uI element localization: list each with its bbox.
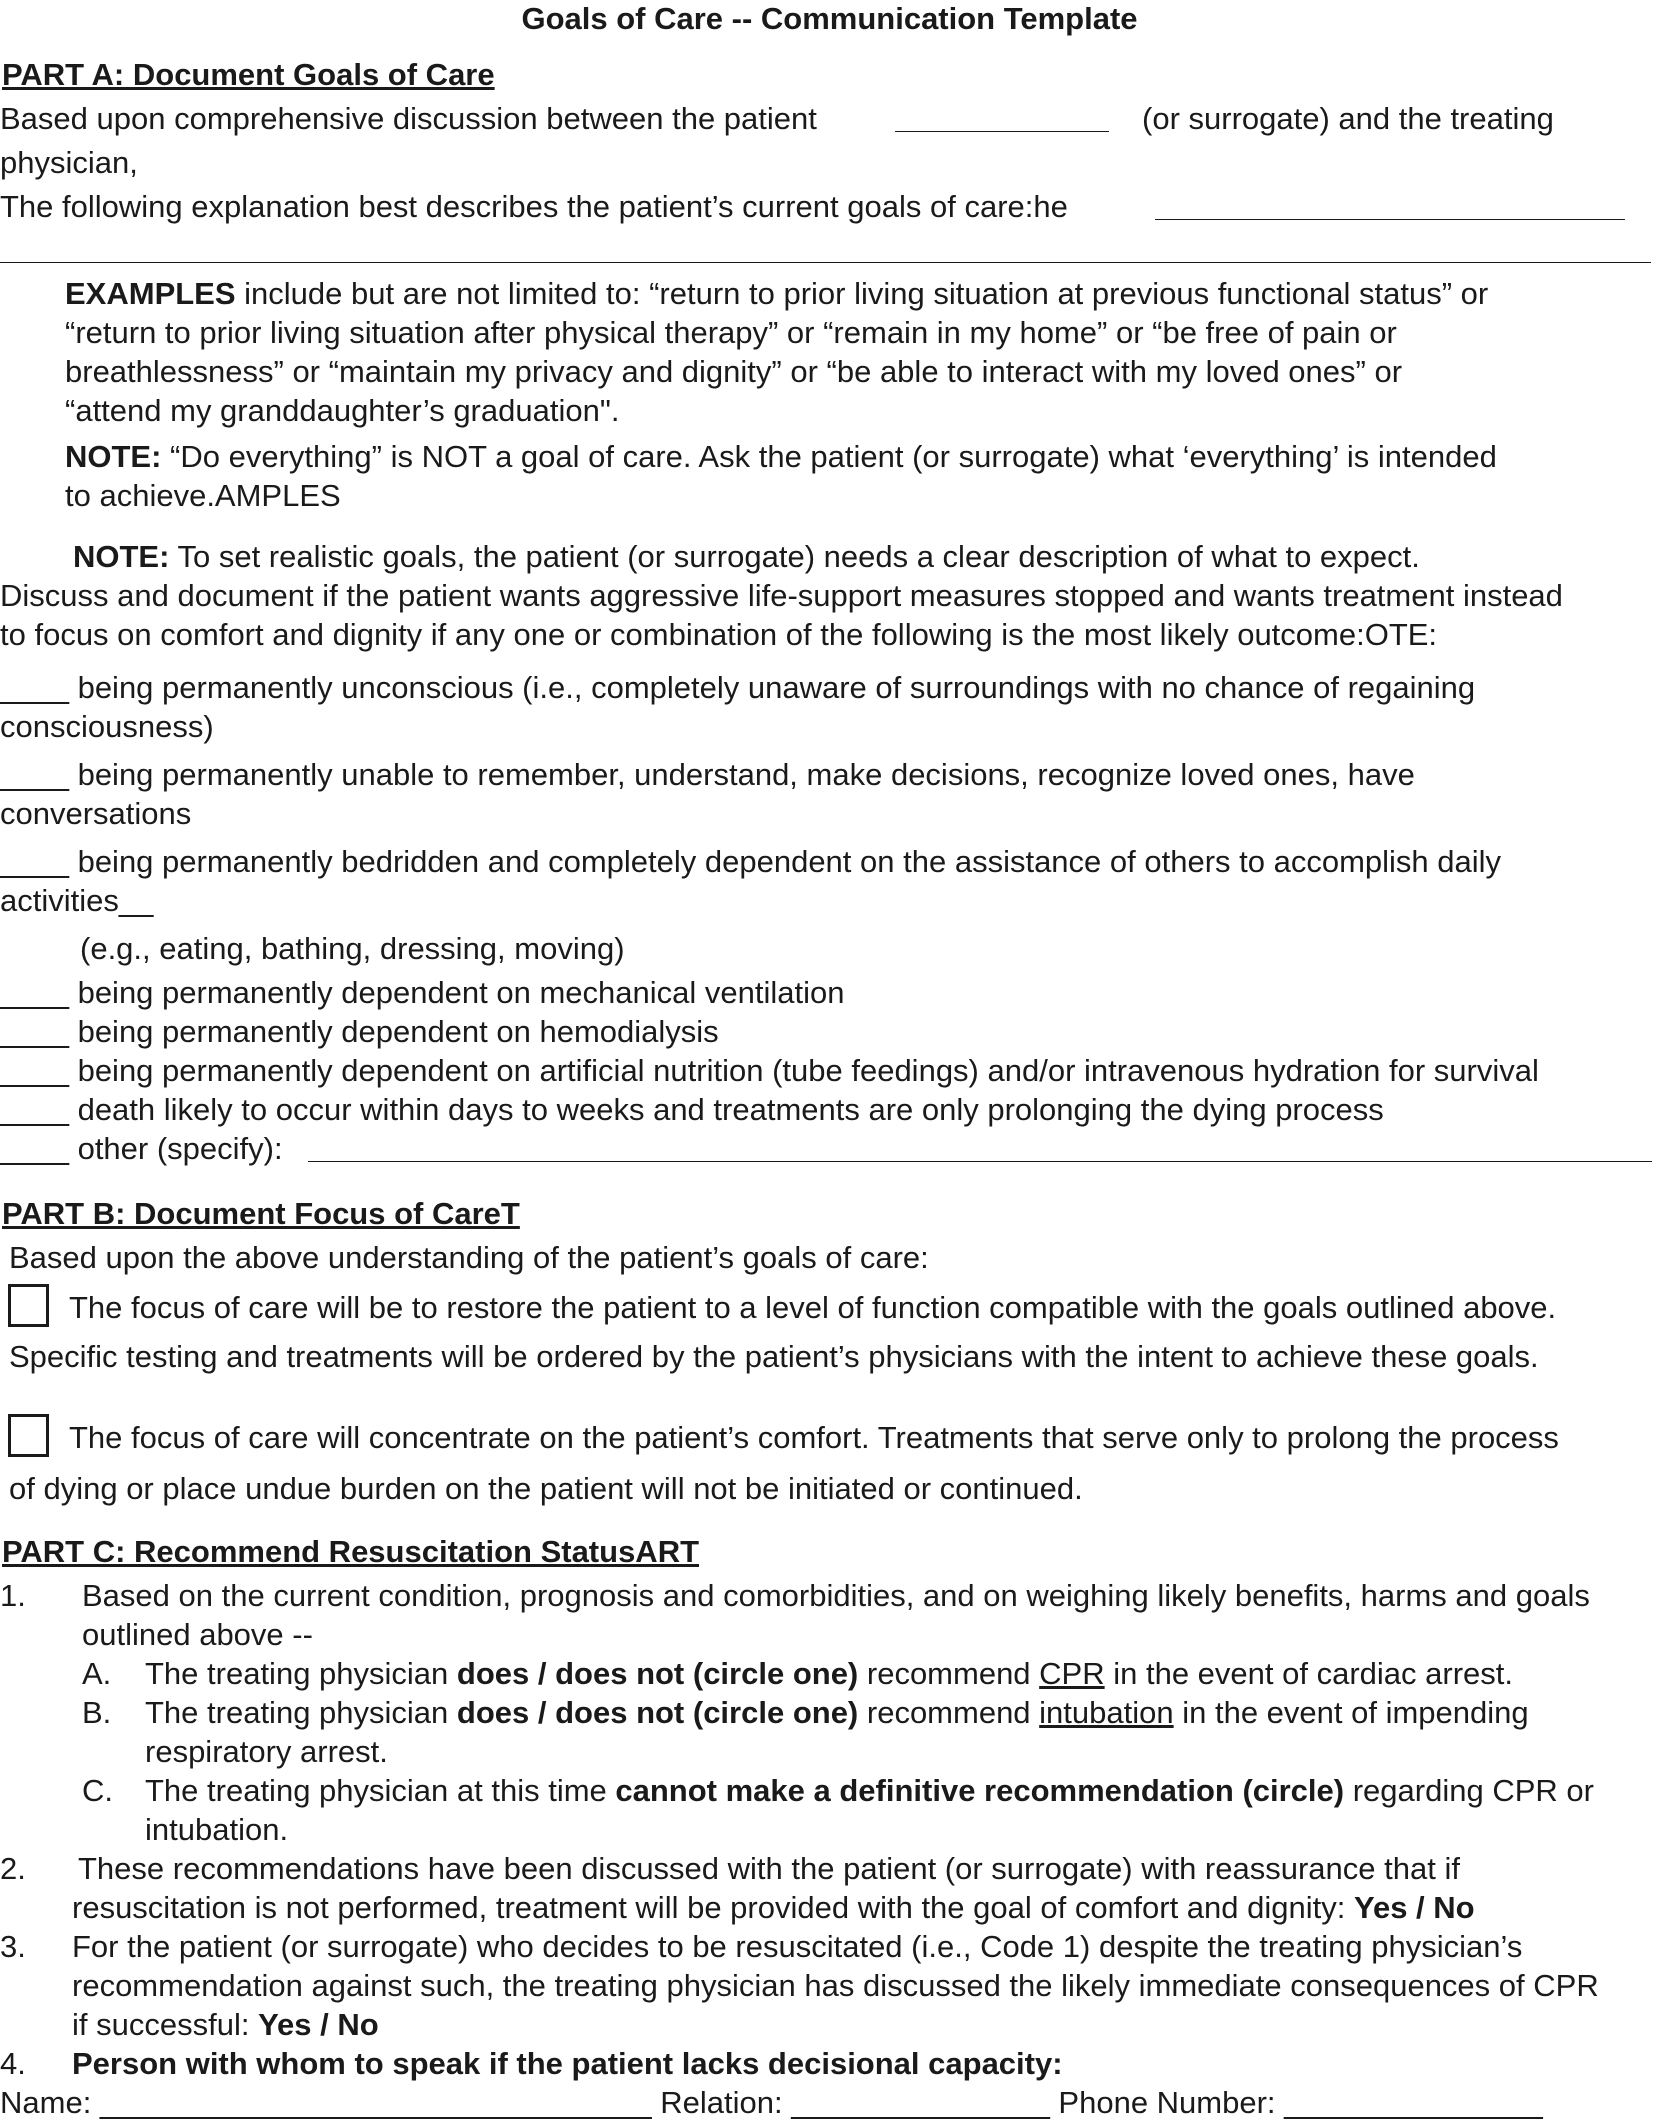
item-1-number: 1. — [0, 1578, 26, 1613]
item-1-line-1: Based on the current condition, prognosis and comorbidities, and on weighing likely benefits, harms and goals — [82, 1578, 1590, 1613]
note-2-text-1: To set realistic goals, the patient (or surrogate) needs a clear description of what to expect. — [169, 539, 1420, 574]
part-a-heading: PART A: Document Goals of Care — [2, 57, 495, 92]
patient-name-blank[interactable] — [895, 131, 1109, 132]
item-2-yes-no[interactable]: Yes / No — [1353, 1890, 1475, 1925]
item-4-number: 4. — [0, 2046, 26, 2081]
outcome-hemodialysis[interactable]: ____ being permanently dependent on hemodialysis — [0, 1014, 719, 1049]
note-1-line-2: to achieve.AMPLES — [65, 478, 341, 513]
item-3-line-2: recommendation against such, the treating physician has discussed the likely immediate consequences of CPR — [72, 1968, 1599, 2003]
item-2-number: 2. — [0, 1851, 26, 1886]
item-1a-letter: A. — [82, 1656, 112, 1691]
outcome-bedridden-line-2: activities__ — [0, 883, 154, 918]
part-b-heading: PART B: Document Focus of CareT — [2, 1196, 520, 1231]
item-1c-line-2: intubation. — [145, 1812, 289, 1847]
note-2-label: NOTE: — [73, 539, 170, 574]
item-3-line-3: if successful: Yes / No — [72, 2007, 379, 2042]
part-a-intro-line-2: physician, — [0, 145, 138, 180]
outcome-unconscious-line-2: consciousness) — [0, 709, 214, 744]
item-4-text: Person with whom to speak if the patient lacks decisional capacity: — [72, 2046, 1063, 2081]
item-2-line-1: These recommendations have been discussed with the patient (or surrogate) with reassurance that if — [78, 1851, 1460, 1886]
comfort-care-checkbox[interactable] — [8, 1414, 49, 1457]
item-2-line-2: resuscitation is not performed, treatment will be provided with the goal of comfort and dignity: Yes / No — [72, 1890, 1475, 1925]
outcome-artificial-nutrition[interactable]: ____ being permanently dependent on artificial nutrition (tube feedings) and/or intravenous hydration for survival — [0, 1053, 1539, 1088]
outcome-ventilation[interactable]: ____ being permanently dependent on mechanical ventilation — [0, 975, 845, 1010]
note-2-line-1 — [73, 537, 1420, 576]
outcome-cognition-line-1[interactable]: ____ being permanently unable to remember, understand, make decisions, recognize loved ones, have — [0, 757, 1415, 792]
outcome-bedridden-examples: (e.g., eating, bathing, dressing, moving) — [80, 931, 625, 966]
examples-line-3: breathlessness” or “maintain my privacy and dignity” or “be able to interact with my loved ones” or — [65, 354, 1403, 389]
examples-line-2: “return to prior living situation after physical therapy” or “remain in my home” or “be free of pain or — [65, 315, 1397, 350]
comfort-care-option-line-1: The focus of care will concentrate on the patient’s comfort. Treatments that serve only to prolong the process — [69, 1420, 1559, 1455]
item-1c-letter: C. — [82, 1773, 113, 1808]
cpr-circle-choice[interactable]: does / does not (circle one) — [456, 1656, 859, 1691]
part-a-intro-line-1: Based upon comprehensive discussion between the patient — [0, 101, 817, 136]
restore-function-option-line-1: The focus of care will be to restore the patient to a level of function compatible with the goals outlined above. — [69, 1290, 1557, 1325]
part-a-intro-line-1-cont: (or surrogate) and the treating — [1142, 101, 1554, 136]
intubation-circle-choice[interactable]: does / does not (circle one) — [456, 1695, 859, 1730]
outcome-other[interactable]: ____ other (specify): — [0, 1131, 283, 1166]
outcome-death-likely[interactable]: ____ death likely to occur within days to weeks and treatments are only prolonging the dying process — [0, 1092, 1384, 1127]
item-1a-cpr-recommendation: The treating physician does / does not (circle one) recommend CPR in the event of cardiac arrest. — [145, 1656, 1513, 1691]
examples-line-1 — [65, 274, 1488, 313]
no-recommendation-circle-choice[interactable]: cannot make a definitive recommendation (circle) — [615, 1773, 1345, 1808]
part-c-heading: PART C: Recommend Resuscitation StatusART — [2, 1534, 700, 1569]
restore-function-checkbox[interactable] — [8, 1284, 49, 1327]
outcome-other-specify-blank[interactable] — [308, 1161, 1652, 1162]
item-3-yes-no[interactable]: Yes / No — [258, 2007, 379, 2042]
restore-function-option-line-2: Specific testing and treatments will be ordered by the patient’s physicians with the intent to achieve these goals. — [9, 1339, 1539, 1374]
item-1c-no-recommendation: The treating physician at this time cannot make a definitive recommendation (circle) regarding CPR or — [145, 1773, 1594, 1808]
note-1-text-1: “Do everything” is NOT a goal of care. Ask the patient (or surrogate) what ‘everything’ is intended — [161, 439, 1497, 474]
goals-of-care-blank[interactable] — [1155, 219, 1625, 220]
item-1b-letter: B. — [82, 1695, 112, 1730]
outcome-cognition-line-2: conversations — [0, 796, 192, 831]
note-1-label: NOTE: — [65, 439, 162, 474]
examples-text-1: include but are not limited to: “return to prior living situation at previous functional status” or — [235, 276, 1489, 311]
item-1b-intubation-recommendation: The treating physician does / does not (circle one) recommend intubation in the event of impending — [145, 1695, 1529, 1730]
page-title: Goals of Care -- Communication Template — [521, 1, 1138, 36]
contact-fields-line[interactable]: Name: ________________________________ Relation: _______________ Phone Number: _______________ — [0, 2085, 1543, 2120]
outcome-bedridden-line-1[interactable]: ____ being permanently bedridden and completely dependent on the assistance of others to accomplish daily — [0, 844, 1502, 879]
part-a-intro-line-3: The following explanation best describes the patient’s current goals of care:he — [0, 189, 1068, 224]
note-1-line-1 — [65, 437, 1497, 476]
goals-of-care-writing-line[interactable] — [0, 262, 1651, 263]
outcome-unconscious-line-1[interactable]: ____ being permanently unconscious (i.e., completely unaware of surroundings with no chance of regaining — [0, 670, 1476, 705]
part-b-intro: Based upon the above understanding of the patient’s goals of care: — [9, 1240, 929, 1275]
comfort-care-option-line-2: of dying or place undue burden on the patient will not be initiated or continued. — [9, 1471, 1083, 1506]
note-2-line-3: to focus on comfort and dignity if any one or combination of the following is the most likely outcome:OTE: — [0, 617, 1438, 652]
item-3-number: 3. — [0, 1929, 26, 1964]
item-1b-line-2: respiratory arrest. — [145, 1734, 388, 1769]
item-3-line-1: For the patient (or surrogate) who decides to be resuscitated (i.e., Code 1) despite the treating physician’s — [72, 1929, 1523, 1964]
examples-line-4: “attend my granddaughter’s graduation". — [65, 393, 620, 428]
note-2-line-2: Discuss and document if the patient wants aggressive life-support measures stopped and wants treatment instead — [0, 578, 1563, 613]
examples-label: EXAMPLES — [65, 276, 236, 311]
item-1-line-2: outlined above -- — [82, 1617, 313, 1652]
